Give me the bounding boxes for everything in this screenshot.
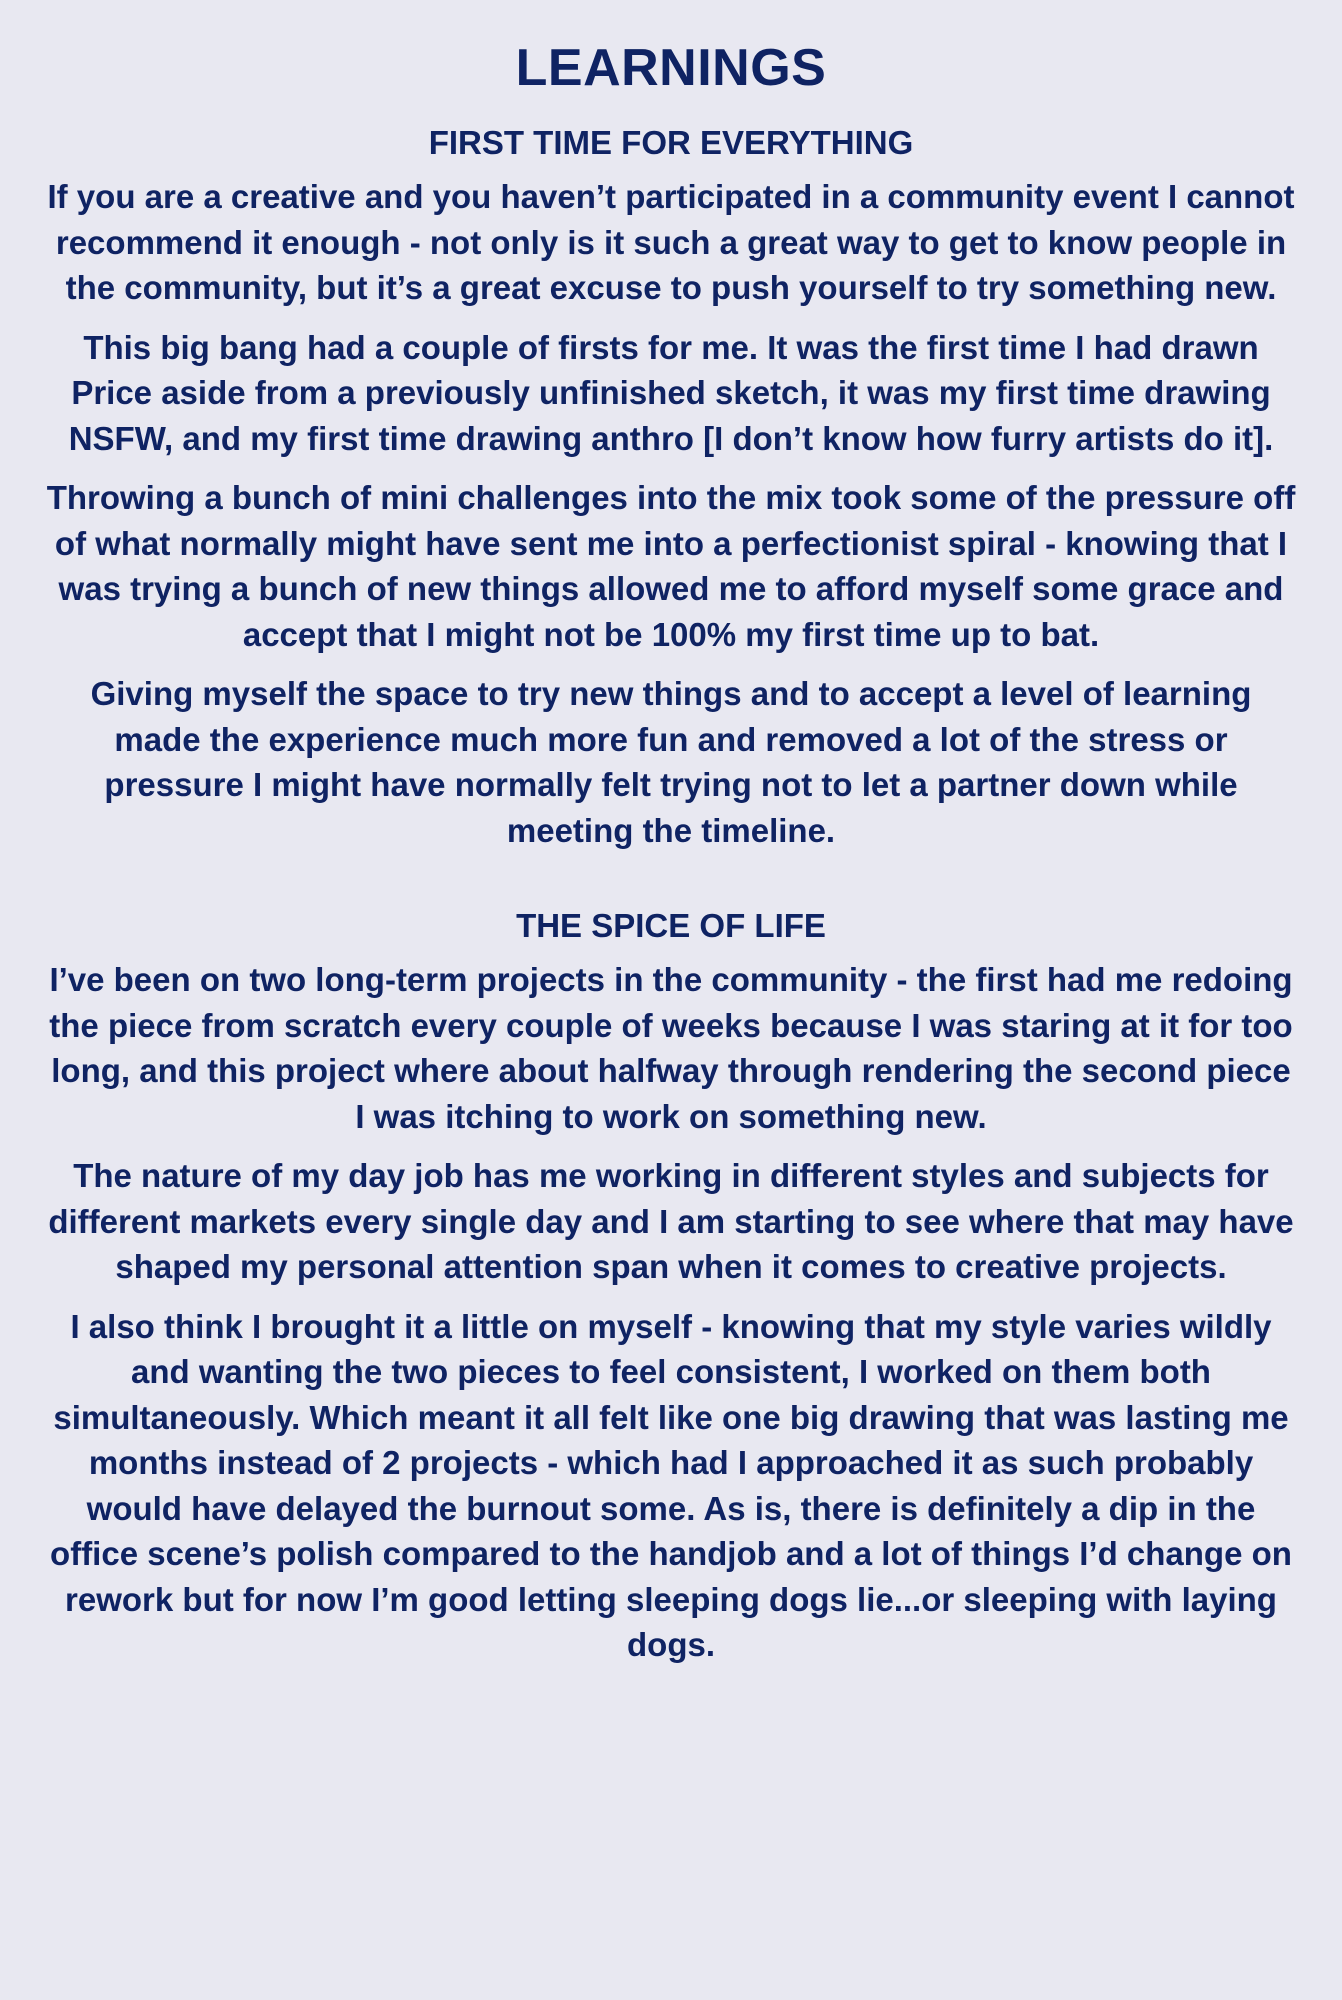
paragraph: If you are a creative and you haven’t participated in a community event I cannot recommend it enough - not only is it such a great way to get to know people in the community, but it’s a great excuse to push yourself to try something new. [47, 178, 1295, 306]
paragraph: The nature of my day job has me working in different styles and subjects for different markets every single day and I am starting to see where that may have shaped my personal attention span when it comes to creative projects. [48, 1157, 1294, 1285]
paragraph: I also think I brought it a little on myself - knowing that my style varies wildly and wanting the two pieces to feel consistent, I worked on them both simultaneously. Which meant it all felt like one big drawing that was lasting me months instead of 2 projects - which had I approached it as such probably would have delayed the burnout some. As is, there is definitely a dip in the office scene’s polish compared to the handjob and a lot of things I’d change on rework but for now I’m good letting sleeping dogs lie...or sleeping with laying dogs. [50, 1307, 1292, 1663]
paragraph: This big bang had a couple of firsts for me. It was the first time I had drawn Price aside from a previously unfinished sketch, it was my first time drawing NSFW, and my first time drawing anthro [I don’t know how furry artists do it]. [68, 328, 1274, 457]
paragraph: I’ve been on two long-term projects in the community - the first had me redoing the piece from scratch every couple of weeks because I was staring at it for too long, and this project where about halfway through rendering the second piece I was itching to work on something new. [49, 961, 1293, 1135]
section-the-spice-of-life [46, 905, 1296, 1668]
section-first-time-for-everything [46, 122, 1296, 853]
paragraph: Throwing a bunch of mini challenges into the mix took some of the pressure off of what normally might have sent me into a perfectionist spiral - knowing that I was trying a bunch of new things allowed me to afford myself some grace and accept that I might not be 100% my first time up to bat. [46, 479, 1296, 653]
section-heading: FIRST TIME FOR EVERYTHING [428, 124, 914, 161]
paragraph: Giving myself the space to try new things and to accept a level of learning made the experience much more fun and removed a lot of the stress or pressure I might have normally felt trying not to let a partner down while meeting the timeline. [90, 675, 1252, 849]
page-title: LEARNINGS [515, 39, 827, 97]
section-heading: THE SPICE OF LIFE [516, 907, 826, 944]
